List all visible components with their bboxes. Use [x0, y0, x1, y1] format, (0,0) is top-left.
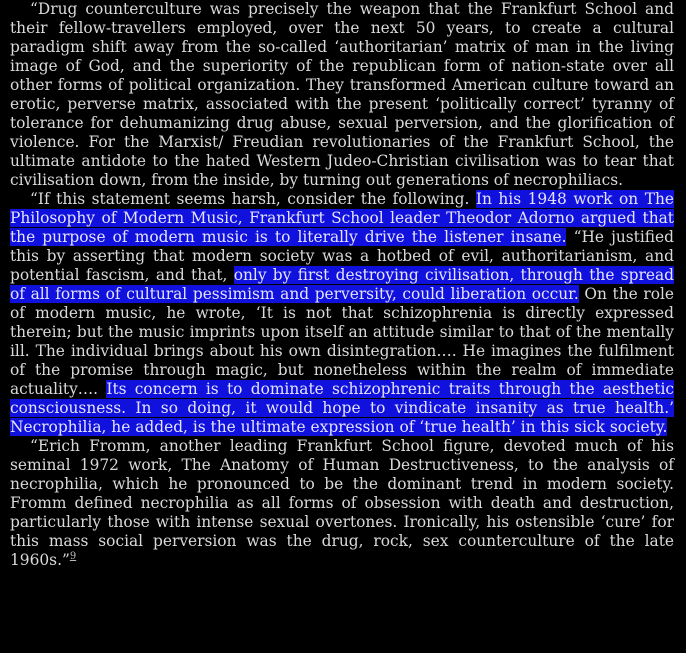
text-run: On the role of modern music, he wrote, ‘It is not that schizophrenia is directly expressed therein; but the music imprints upon itself an attitude similar to that of the mentally ill. The individual brings about his own disintegration…. He imagines the fulfilment of the promise through magic, but nonetheless within the realm of immediate actuality…. [10, 285, 674, 398]
highlighted-selection[interactable]: In his 1948 work on The Philosophy of Modern Music, Frankfurt School leader Theodor Adorno argued that the purpose of modern music is to literally drive the listener insane. [10, 190, 674, 246]
text-run: “He justified this by asserting that modern society was a hotbed of evil, authoritarianism, and potential fascism, and that, [10, 228, 674, 284]
document-body [10, 0, 674, 570]
paragraph-adorno [10, 190, 674, 437]
text-run: “Drug counterculture was precisely the weapon that the Frankfurt School and their fellow-travellers employed, over the next 50 years, to create a cultural paradigm shift away from the so-called ‘authoritarian’ matrix of man in the living image of God, and the superiority of the republican form of nation-state over all other forms of political organization. They transformed American culture toward an erotic, perverse matrix, associated with the present ‘politically correct’ tyranny of tolerance for dehumanizing drug abuse, sexual perversion, and the glorification of violence. For the Marxist/ Freudian revolutionaries of the Frankfurt School, the ultimate antidote to the hated Western Judeo-Christian civilisation was to tear that civilisation down, from the inside, by turning out generations of necrophiliacs. [10, 0, 674, 189]
footnote-marker [70, 551, 76, 562]
highlighted-selection[interactable]: Its concern is to dominate schizophrenic traits through the aesthetic consciousness. In so doing, it would hope to vindicate insanity as true health.’ Necrophilia, he added, is the ultimate expression of ‘true health’ in this sick society. [10, 380, 674, 436]
text-run: “If this statement seems harsh, consider the following. [30, 190, 476, 208]
highlighted-selection[interactable]: only by first destroying civilisation, through the spread of all forms of cultural pessimism and perversity, could liberation occur. [10, 266, 674, 303]
paragraph-drug-counterculture [10, 0, 674, 190]
footnote-link[interactable]: 9 [69, 551, 77, 562]
text-run: “Erich Fromm, another leading Frankfurt School figure, devoted much of his seminal 1972 work, The Anatomy of Human Destructiveness, to the analysis of necrophilia, which he pronounced to be the dominant trend in modern society. Fromm defined necrophilia as all forms of obsession with death and destruction, particularly those with intense sexual overtones. Ironically, his ostensible ‘cure’ for this mass social perversion was the drug, rock, sex counterculture of the late 1960s.” [10, 437, 674, 569]
paragraph-fromm [10, 437, 674, 570]
